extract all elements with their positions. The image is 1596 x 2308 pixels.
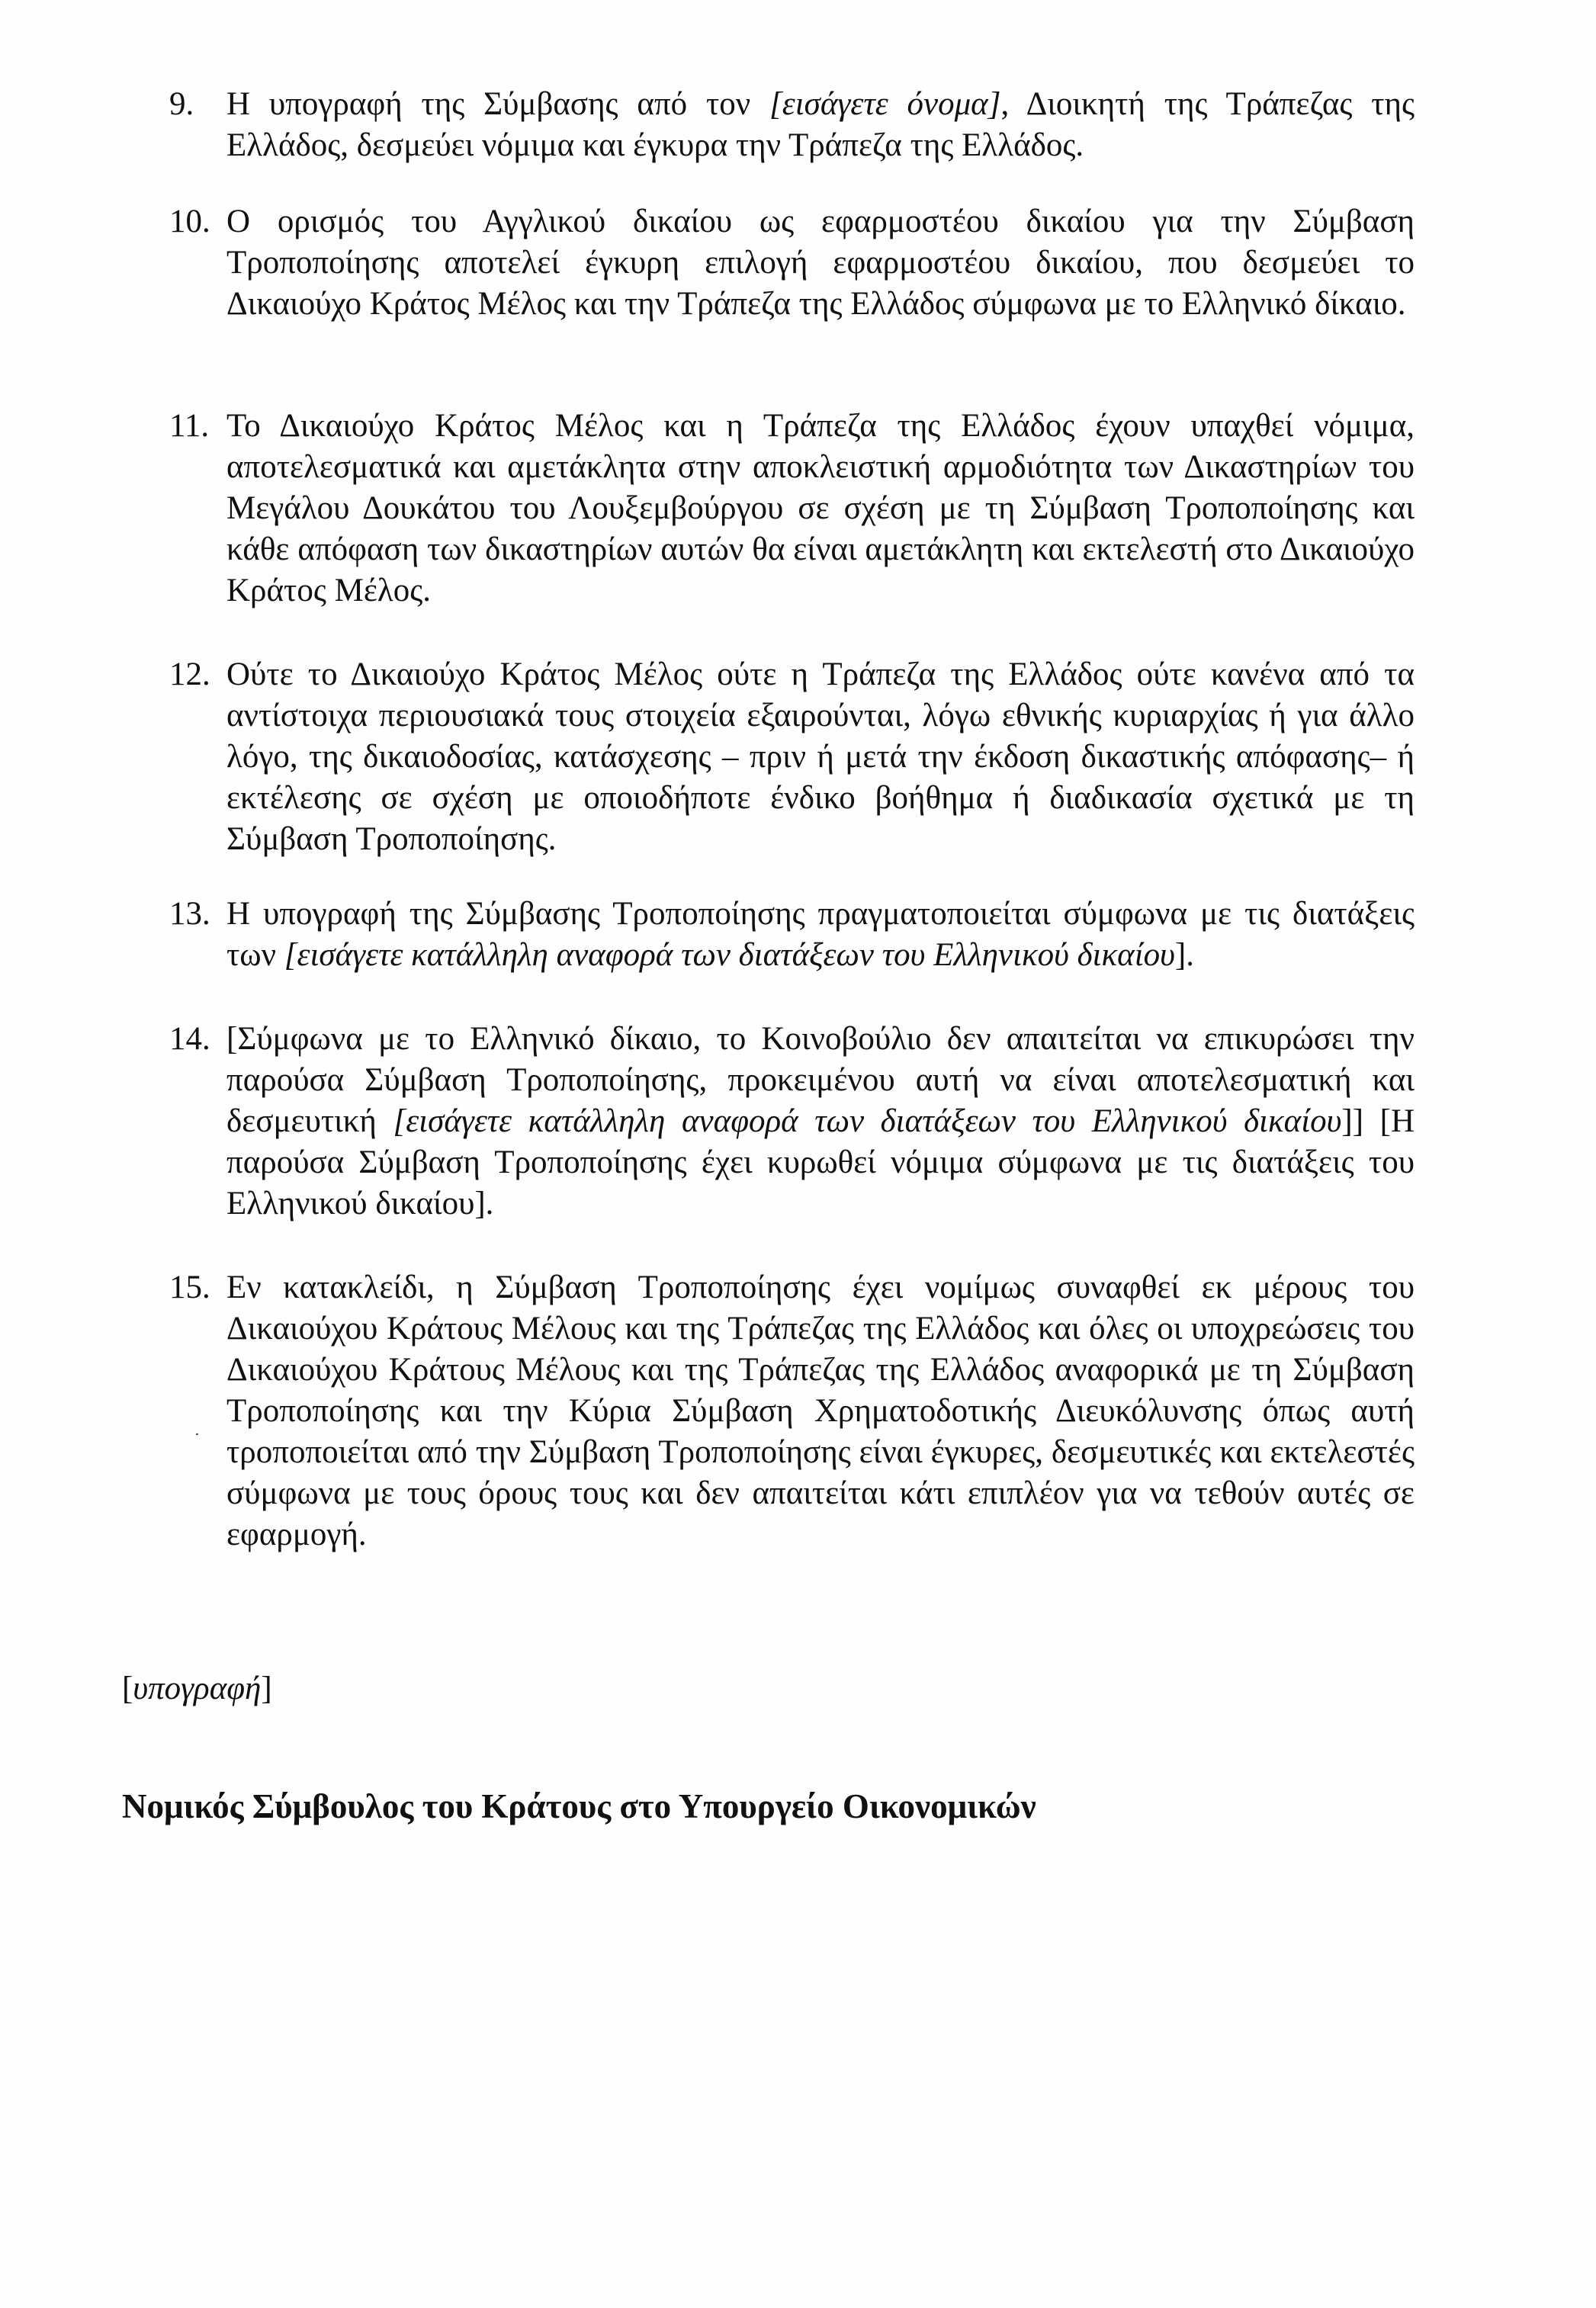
clause-text-part: Ο ορισμός του Αγγλικού δικαίου ως εφαρμοστέου δικαίου για την Σύμβαση Τροποποίησης αποτελεί έγκυρη επιλογή εφαρμοστέου δικαίου, που δεσμεύει το Δικαιούχο Κράτος Μέλος και την Τράπεζα της Ελλάδος σύμφωνα με το Ελληνικό δίκαιο. [226, 204, 1415, 322]
clause-number: 9. [169, 86, 194, 122]
clause-number: 11. [169, 408, 210, 444]
clause-number: 10. [169, 204, 210, 239]
bracket-close: ] [261, 1671, 272, 1706]
signature-placeholder [122, 1668, 272, 1709]
scan-speck [196, 1433, 198, 1435]
clause-text-part: [Σύμφωνα με το Ελληνικό δίκαιο, το Κοινοβούλιο δεν απαιτείται να επικυρώσει την παρούσα Σύμβαση Τροποποίησης, προκειμένου αυτή να είναι αποτελεσματική και δεσμευτική [226, 1021, 1415, 1139]
bracket-open: [ [122, 1671, 133, 1706]
placeholder-italic: [εισάγετε όνομα] [769, 86, 1001, 122]
clause-number: 14. [169, 1021, 210, 1057]
clause-13 [169, 894, 1415, 976]
clause-15 [169, 1267, 1415, 1555]
clause-12 [169, 654, 1415, 860]
clause-text-part: , Διοικητή της Τράπεζας της Ελλάδος, δεσμεύει νόμιμα και έγκυρα την Τράπεζα της Ελλάδος. [226, 86, 1415, 163]
signatory-title: Νομικός Σύμβουλος του Κράτους στο Υπουργείο Οικονομικών [122, 1787, 1036, 1825]
clause-9 [169, 84, 1415, 166]
clause-11 [169, 406, 1415, 612]
clause-text [226, 1267, 1415, 1555]
clause-text [226, 201, 1415, 325]
clause-text-part: Το Δικαιούχο Κράτος Μέλος και η Τράπεζα της Ελλάδος έχουν υπαχθεί νόμιμα, αποτελεσματικά και αμετάκλητα στην αποκλειστική αρμοδιότητα των Δικαστηρίων του Μεγάλου Δουκάτου του Λουξεμβούργου σε σχέση με τη Σύμβαση Τροποποίησης και κάθε απόφαση των δικαστηρίων αυτών θα είναι αμετάκλητη και εκτελεστή στο Δικαιούχο Κράτος Μέλος. [226, 408, 1415, 608]
clause-number: 12. [169, 656, 210, 692]
clause-text-part: Η υπογραφή της Σύμβασης Τροποποίησης πραγματοποιείται σύμφωνα με τις διατάξεις των [226, 896, 1415, 973]
clause-number: 15. [169, 1270, 210, 1305]
placeholder-italic: [εισάγετε κατάλληλη αναφορά των διατάξεων του Ελληνικού δικαίου [284, 937, 1175, 973]
clause-text [226, 894, 1415, 976]
clause-text-part: ]. [1174, 937, 1194, 973]
clause-text-part: Ούτε το Δικαιούχο Κράτος Μέλος ούτε η Τράπεζα της Ελλάδος ούτε κανένα από τα αντίστοιχα περιουσιακά τους στοιχεία εξαιρούνται, λόγω εθνικής κυριαρχίας ή για άλλο λόγο, της δικαιοδοσίας, κατάσχεσης – πριν ή μετά την έκδοση δικαστικής απόφασης– ή εκτέλεσης σε σχέση με οποιοδήποτε ένδικο βοήθημα ή διαδικασία σχετικά με τη Σύμβαση Τροποποίησης. [226, 656, 1415, 857]
clause-text [226, 406, 1415, 612]
signature-text: υπογραφή [133, 1671, 262, 1706]
clause-number: 13. [169, 896, 210, 932]
placeholder-italic: [εισάγετε κατάλληλη αναφορά των διατάξεων του Ελληνικού δικαίου [393, 1103, 1342, 1139]
clause-text [226, 84, 1415, 166]
clause-text-part: ]] [Η παρούσα Σύμβαση Τροποποίησης έχει κυρωθεί νόμιμα σύμφωνα με τις διατάξεις του Ελληνικού δικαίου]. [226, 1103, 1415, 1221]
clause-text [226, 1019, 1415, 1225]
clause-text-part: Εν κατακλείδι, η Σύμβαση Τροποποίησης έχει νομίμως συναφθεί εκ μέρους του Δικαιούχου Κράτους Μέλους και της Τράπεζας της Ελλάδος και όλες οι υποχρεώσεις του Δικαιούχου Κράτους Μέλους και της Τράπεζας της Ελλάδος αναφορικά με τη Σύμβαση Τροποποίησης και την Κύρια Σύμβαση Χρηματοδοτικής Διευκόλυνσης όπως αυτή τροποποιείται από την Σύμβαση Τροποποίησης είναι έγκυρες, δεσμευτικές και εκτελεστές σύμφωνα με τους όρους τους και δεν απαιτείται κάτι επιπλέον για να τεθούν αυτές σε εφαρμογή. [226, 1270, 1415, 1552]
clause-14 [169, 1019, 1415, 1225]
clause-text [226, 654, 1415, 860]
clause-10 [169, 201, 1415, 325]
clause-text-part: Η υπογραφή της Σύμβασης από τον [226, 86, 770, 122]
